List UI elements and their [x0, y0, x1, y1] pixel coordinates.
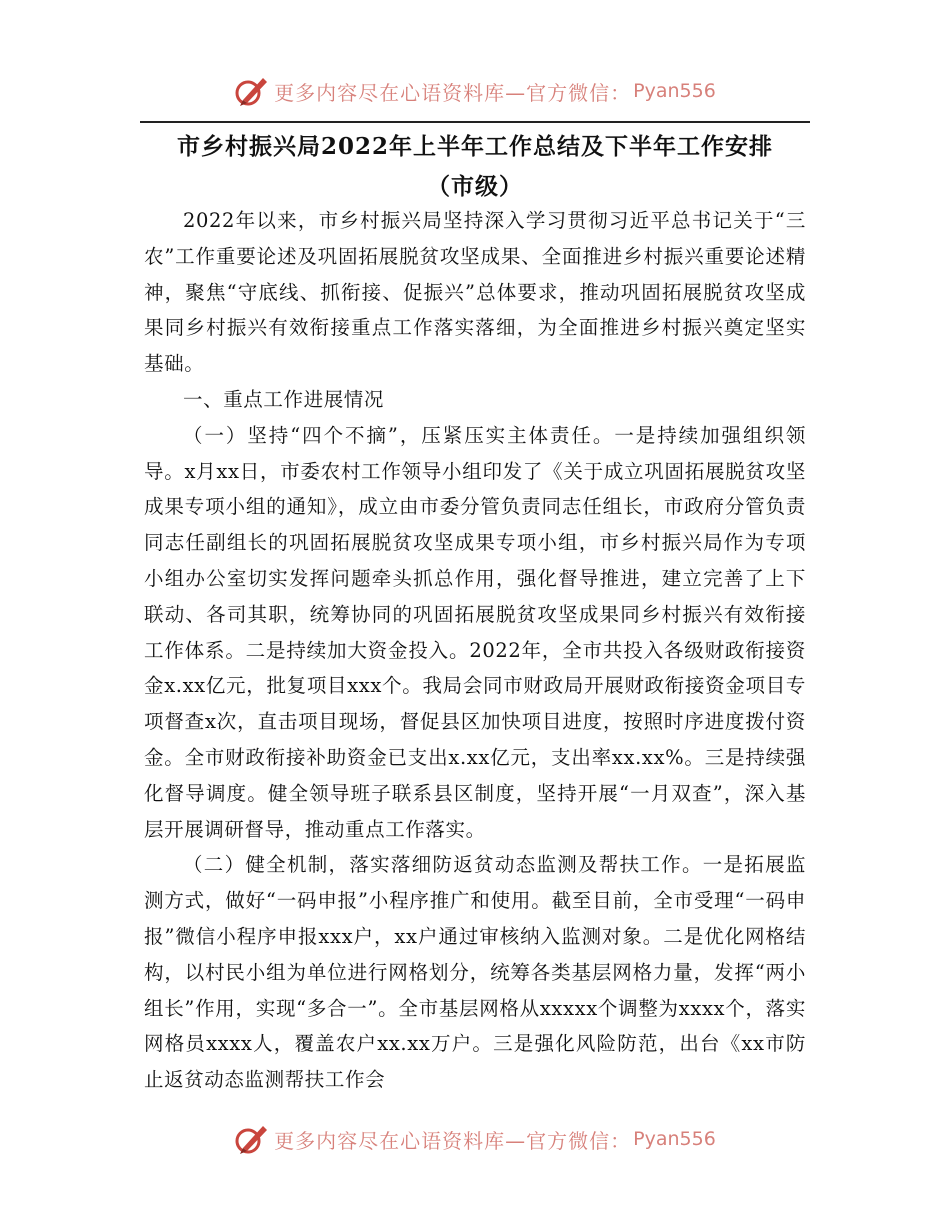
pen-logo-icon	[234, 1121, 270, 1157]
watermark-wechat-id: Pyan556	[633, 1128, 716, 1150]
document-subtitle: （市级）	[427, 173, 523, 200]
document-body	[144, 203, 806, 1098]
section-heading: 一、重点工作进展情况	[183, 387, 385, 411]
watermark-text: 更多内容尽在心语资料库—官方微信：	[274, 80, 632, 105]
body-paragraph: （二）健全机制，落实落细防返贫动态监测及帮扶工作。一是拓展监测方式，做好“一码申报”小程序推广和使用。截至目前，全市受理“一码申报”微信小程序申报xxx户，xx户通过审核纳入监测对象。二是优化网格结构，以村民小组为单位进行网格划分，统筹各类基层网格力量，发挥“两小组长”作用，实现“多合一”。全市基层网格从xxxxx个调整为xxxx个，落实网格员xxxx人，覆盖农户xx.xx万户。三是强化风险防范，出台《xx市防止返贫动态监测帮扶工作会	[144, 853, 806, 1092]
body-paragraph: （一）坚持“四个不摘”，压紧压实主体责任。一是持续加强组织领导。x月xx日，市委农村工作领导小组印发了《关于成立巩固拓展脱贫攻坚成果专项小组的通知》，成立由市委分管负责同志任组长，市政府分管负责同志任副组长的巩固拓展脱贫攻坚成果专项小组，市乡村振兴局作为专项小组办公室切实发挥问题牵头抓总作用，强化督导推进，建立完善了上下联动、各司其职，统筹协同的巩固拓展脱贫攻坚成果同乡村振兴有效衔接工作体系。二是持续加大资金投入。2022年，全市共投入各级财政衔接资金x.xx亿元，批复项目xxx个。我局会同市财政局开展财政衔接资金项目专项督查x次，直击项目现场，督促县区加快项目进度，按照时序进度拨付资金。全市财政衔接补助资金已支出x.xx亿元，支出率xx.xx%。三是持续强化督导调度。健全领导班子联系县区制度，坚持开展“一月双查”，深入基层开展调研督导，推动重点工作落实。	[144, 423, 806, 841]
watermark-header	[0, 66, 950, 116]
watermark-text: 更多内容尽在心语资料库—官方微信：	[274, 1128, 632, 1153]
pen-logo-icon	[234, 73, 270, 109]
watermark-wechat-id: Pyan556	[633, 80, 716, 102]
document-title: 市乡村振兴局2022年上半年工作总结及下半年工作安排	[176, 133, 773, 160]
intro-paragraph: 2022年以来，市乡村振兴局坚持深入学习贯彻习近平总书记关于“三农”工作重要论述及巩固拓展脱贫攻坚成果、全面推进乡村振兴重要论述精神，聚焦“守底线、抓衔接、促振兴”总体要求，推动巩固拓展脱贫攻坚成果同乡村振兴有效衔接重点工作落实落细，为全面推进乡村振兴奠定坚实基础。	[144, 209, 806, 376]
watermark-footer	[0, 1114, 950, 1164]
header-rule	[140, 121, 810, 123]
